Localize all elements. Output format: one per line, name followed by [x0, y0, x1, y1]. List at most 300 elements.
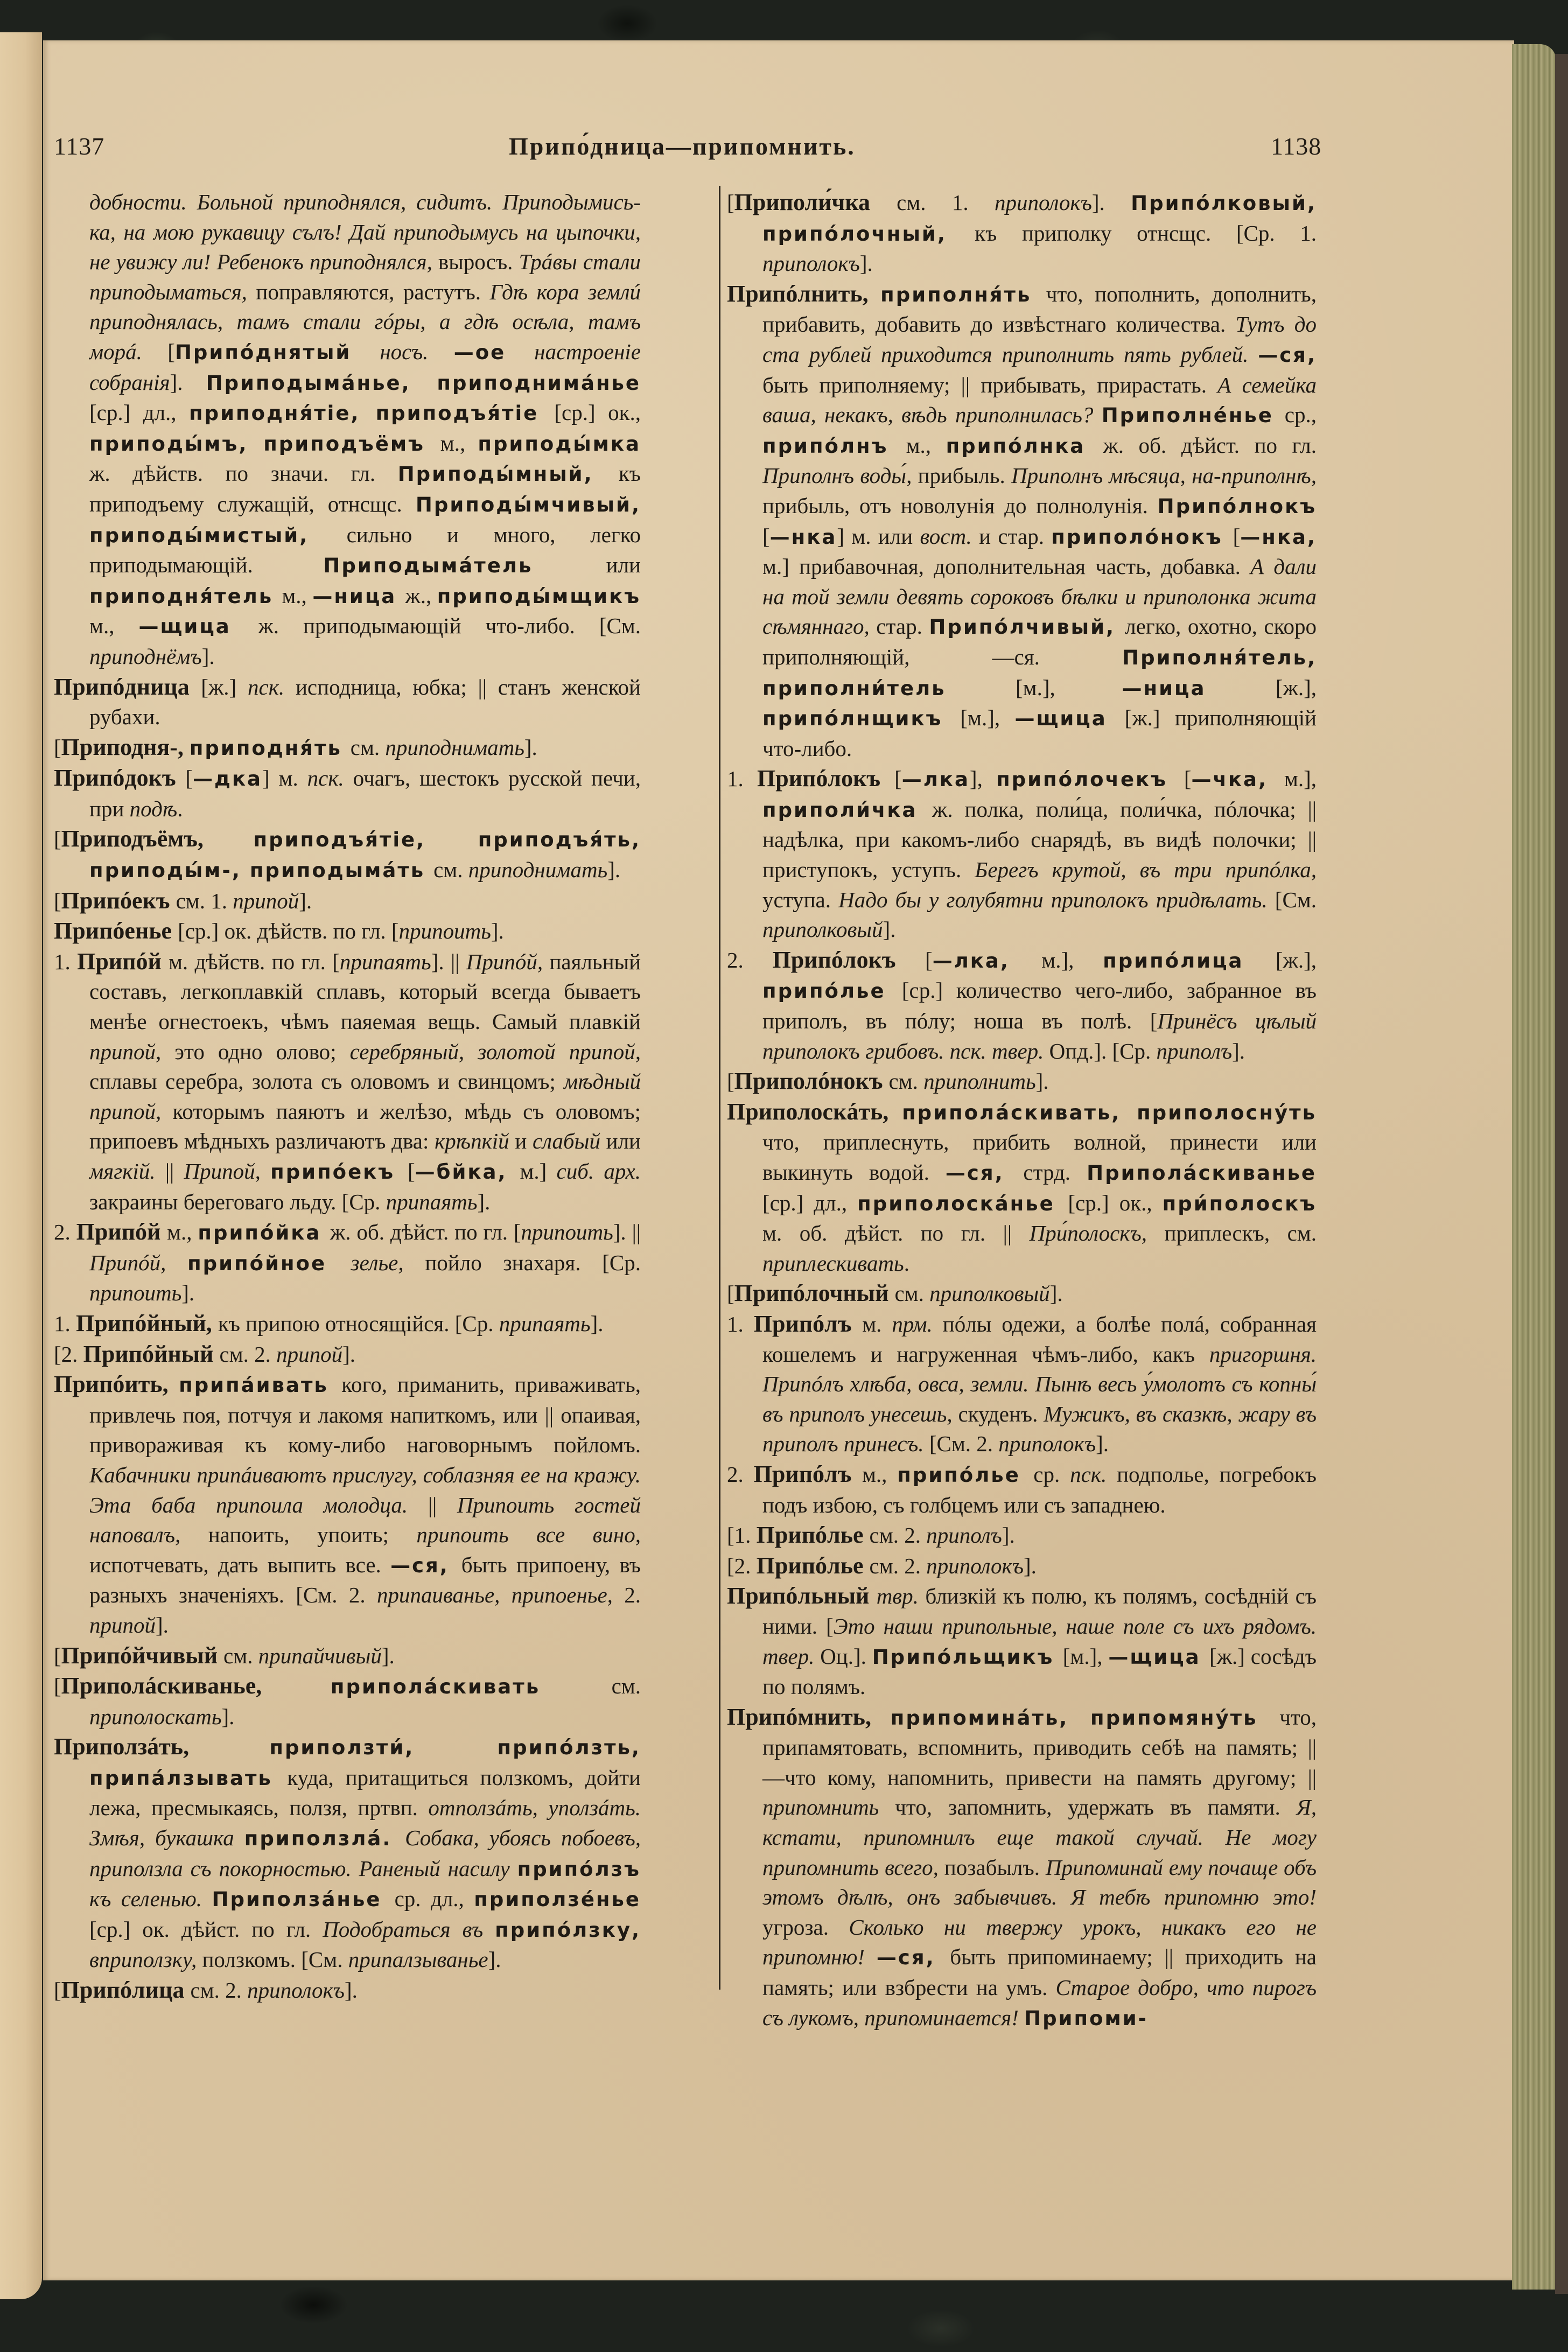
entry-text: выросъ. — [438, 249, 519, 275]
entry-derivative: приполóнокъ — [1051, 525, 1233, 549]
entry-derivative: —щица — [1108, 1645, 1210, 1669]
entry-example: твр. — [876, 1584, 926, 1609]
entry-text: подполье, погребокъ подъ избою, съ голбцемъ или съ западнею. — [762, 1461, 1317, 1517]
dictionary-entry — [54, 763, 641, 824]
entry-text: м., — [440, 430, 478, 456]
entry-example: Тутъ до ста рублей приходится приполнить пять рублей. — [762, 312, 1317, 367]
entry-text: [ — [894, 766, 902, 792]
entry-derivative: Припóднятый — [174, 340, 380, 364]
entry-example: мѣдный припой, — [89, 1069, 641, 1124]
entry-text: ] м. — [262, 766, 307, 791]
entry-headword: Припóйный, — [76, 1310, 218, 1336]
entry-example: Мужикъ, въ сказкѣ, жару въ приполъ принесъ. — [762, 1401, 1317, 1457]
entry-example: сиб. арх. — [556, 1159, 641, 1184]
entry-example: Я, кстати, припомнилъ еще такой случай. Не могу припомнить всего, — [762, 1795, 1317, 1880]
entry-derivative: припóлзъ — [517, 1857, 641, 1881]
entry-derivative: припóекъ — [270, 1160, 408, 1184]
entry-text: [ср.] ок., — [554, 400, 641, 425]
dictionary-entry — [54, 1339, 641, 1370]
dictionary-entry — [727, 1097, 1317, 1279]
entry-example: Собака, убоясь побоевъ, приползла съ покорностью. Раненый насилу — [89, 1825, 641, 1881]
entry-text: Оц.]. — [820, 1643, 872, 1669]
dictionary-entry — [727, 1066, 1317, 1097]
entry-derivative: припóлье — [897, 1463, 1034, 1487]
entry-headword: Припóлъ — [753, 1460, 862, 1487]
entry-headword: Припóмнить, — [727, 1703, 891, 1730]
entry-example: приподнимать — [468, 857, 608, 883]
entry-text: [ — [1184, 766, 1192, 792]
entry-example: къ селенью. — [89, 1886, 212, 1912]
entry-text: которымъ паяютъ и желѣзо, мѣдь съ оловомъ; припоевъ мѣдныхъ различаютъ два: — [89, 1098, 641, 1154]
entry-text: [ — [407, 1159, 415, 1184]
running-head — [0, 132, 1568, 164]
entry-text: [ — [54, 1978, 61, 2003]
entry-text: ]. — [488, 1947, 501, 1972]
entry-text: ср., — [1284, 402, 1317, 428]
previous-page-edge — [0, 32, 42, 2299]
entry-example: приполъ — [1156, 1038, 1233, 1063]
entry-text: см. 2. — [190, 1978, 248, 2003]
entry-derivative: при́полоскъ — [1162, 1192, 1317, 1215]
entry-example: приполокъ — [995, 190, 1092, 215]
entry-text: [м.], — [1062, 1643, 1109, 1669]
entry-text: очагъ, шестокъ русской печи, при — [89, 766, 641, 821]
entry-example: Припоминай ему почаще объ этомъ дѣлѣ, онъ забывчивъ. Я тебѣ припомню это! — [762, 1854, 1317, 1910]
entry-example: вприползку, — [89, 1947, 202, 1972]
entry-text: ]. — [1049, 1281, 1063, 1306]
entry-text: 2. — [727, 947, 773, 972]
entry-example: приполокъ — [247, 1978, 345, 2003]
entry-example: пск. — [248, 674, 296, 699]
entry-derivative: приполня́ть — [880, 283, 1046, 306]
entry-text: [ — [727, 190, 734, 215]
entry-text: [ — [727, 1281, 734, 1306]
entry-derivative: припóлзку, — [495, 1918, 641, 1942]
entry-text: [ — [54, 888, 61, 913]
entry-example: подѣ — [129, 796, 178, 821]
entry-headword: Припóлье — [756, 1522, 870, 1549]
entry-derivative: приполоскáнье — [857, 1192, 1068, 1215]
entry-text: ]. — [883, 917, 896, 942]
entry-text: см. — [894, 1281, 930, 1306]
entry-derivative: Приполня́тель, приполни́тель — [762, 646, 1317, 700]
entry-text: что, запомнить, удержать въ памяти. — [895, 1795, 1297, 1820]
entry-text: Опд.]. [Ср. — [1049, 1038, 1157, 1063]
entry-text: м. об. дѣйст. по гл. || — [762, 1221, 1030, 1246]
entry-text: легко, охотно, скоро приполняющій, —ся. — [762, 614, 1317, 669]
entry-example: Берегъ крутой, въ три припóлка, — [975, 857, 1317, 883]
entry-text: см. — [433, 857, 468, 883]
entry-example: А семейка ваша, некакъ, вѣдь приполнилась? — [762, 372, 1317, 428]
entry-example: приполокъ — [762, 251, 860, 276]
dictionary-entry — [727, 1702, 1317, 2034]
entry-text: быть припоену, въ разныхъ значеніяхъ. [См. 2. — [89, 1552, 641, 1608]
entry-example: пск. — [1070, 1461, 1117, 1487]
entry-derivative: приполáскивать — [330, 1675, 612, 1699]
dictionary-entry — [727, 187, 1317, 279]
dictionary-entry — [727, 764, 1317, 945]
dictionary-entry — [54, 1308, 641, 1339]
entry-text: [ — [54, 734, 61, 760]
entry-derivative: —ся, — [390, 1553, 461, 1577]
entry-example: приполнить — [923, 1069, 1036, 1094]
entry-example: припоить — [398, 919, 491, 944]
page-number-right: 1138 — [1271, 132, 1322, 160]
entry-text: см. 2. — [869, 1523, 927, 1548]
entry-derivative: Припоми- — [1024, 2006, 1148, 2030]
entry-example: Припоить гостей наповалъ, — [89, 1492, 641, 1548]
entry-example: приполокъ — [998, 1431, 1096, 1457]
dictionary-entry — [54, 1217, 641, 1308]
entry-text: ] м. или — [837, 523, 920, 549]
entry-text: 2. — [54, 1220, 76, 1245]
entry-text: [ — [762, 523, 770, 549]
entry-derivative: приползти́, припóлзть, припáлзывать — [89, 1736, 641, 1790]
entry-example: прм. — [892, 1311, 943, 1336]
entry-headword: Припóлье — [756, 1552, 870, 1579]
entry-text: ]. — [1091, 190, 1131, 215]
entry-text: ]. — [1035, 1069, 1049, 1094]
dictionary-entry — [54, 1671, 641, 1732]
entry-example: приполковый — [929, 1281, 1050, 1306]
entry-derivative: приподы́мка — [478, 432, 641, 456]
entry-headword: Припóлокъ — [772, 946, 926, 973]
entry-derivative: приползлá. — [244, 1827, 405, 1851]
entry-derivative: приподъя́тіе, приподъя́ть, приподы́м-, приподымáть — [89, 828, 641, 883]
entry-headword: Приползáть, — [54, 1733, 270, 1760]
entry-text: ]. — [1232, 1038, 1245, 1063]
entry-example: приполоскать — [89, 1704, 222, 1729]
entry-example: припаять — [499, 1311, 591, 1336]
entry-text: см. — [223, 1643, 258, 1668]
entry-example: припалзыванье — [348, 1947, 488, 1972]
entry-derivative: припóлица — [1103, 949, 1276, 972]
entry-text: скуденъ. — [958, 1401, 1044, 1426]
entry-headword: Приподъёмъ, — [61, 825, 254, 852]
entry-text: 1. — [727, 1311, 754, 1336]
entry-text: см. 1. — [897, 190, 995, 215]
entry-text: куда, притащиться ползкомъ, дойти лежа, пресмыкаясь, ползя, пртвп. — [89, 1765, 641, 1821]
entry-example: мягкій. — [89, 1159, 165, 1184]
entry-derivative: приполи́чка — [762, 798, 933, 822]
entry-headword: Припóлица — [61, 1977, 191, 2004]
entry-text: [ — [925, 947, 933, 972]
right-column — [727, 187, 1317, 2033]
entry-text: ж., — [405, 583, 437, 608]
entry-text: ]. — [1002, 1523, 1015, 1548]
dictionary-entry — [54, 1732, 641, 1975]
entry-text: стрд. — [1023, 1160, 1087, 1185]
entry-example: Припóй, — [466, 949, 550, 974]
entry-derivative: —ое — [453, 340, 535, 364]
entry-example: вост. — [920, 523, 979, 549]
entry-derivative: —ся, — [1258, 343, 1317, 367]
entry-text: ]. — [342, 1341, 356, 1367]
dictionary-entry — [727, 1520, 1317, 1551]
entry-derivative: —ница — [312, 584, 405, 608]
entry-text: и стар. — [979, 523, 1052, 549]
entry-text: что, припамятовать, вспомнить, приводить себѣ на память; || —что кому, напомнить, привести на память другому; || — [762, 1704, 1317, 1790]
entry-derivative: —нка, — [1240, 525, 1317, 549]
entry-example: крѣпкій — [435, 1129, 515, 1154]
entry-text: [ср.] дл., — [762, 1190, 858, 1215]
entry-derivative: приползéнье — [474, 1888, 641, 1912]
entry-text: уступа. — [762, 887, 839, 912]
entry-text: м.] — [520, 1159, 557, 1184]
entry-derivative: приполáскивать, приполосну́ть — [902, 1101, 1317, 1124]
entry-text: напоить, упоить; — [208, 1522, 417, 1548]
entry-text: что, приплеснуть, прибить волной, принести или выкинуть водой. — [762, 1130, 1317, 1185]
entry-text: [См. — [1275, 887, 1317, 912]
dictionary-entry — [727, 1551, 1317, 1581]
entry-text: [ж.] сосѣдъ по полямъ. — [762, 1643, 1317, 1699]
entry-example: Трáвы стали приподыматься, — [89, 249, 641, 304]
entry-text: близкій къ полю, къ полямъ, сосѣдній съ ними. [ — [762, 1584, 1317, 1639]
entry-headword: Припóльный — [727, 1583, 877, 1609]
entry-derivative: приподы́мъ, приподъёмъ — [89, 432, 440, 456]
entry-text: прибыль. — [918, 463, 1012, 488]
entry-text: паяльный составъ, легкоплавкій сплавъ, который всегда бываетъ менѣе огнестоекъ, чѣмъ паяемая вещь. Самый плавкій — [89, 949, 641, 1034]
entry-derivative: —щица — [138, 615, 258, 639]
entry-text: ]. — [201, 643, 215, 669]
entry-text: м., — [89, 613, 139, 639]
entry-derivative: Приподымáнье, приподнимáнье — [206, 371, 641, 395]
entry-example: припоить — [521, 1220, 613, 1245]
entry-example: приполковый — [762, 917, 883, 942]
entry-derivative: Припóлнокъ — [1157, 494, 1317, 518]
dictionary-entry — [54, 672, 641, 732]
entry-headword: Припóлокъ — [757, 765, 895, 792]
entry-text: [ — [54, 1643, 61, 1668]
entry-text: угроза. — [762, 1914, 849, 1940]
entry-headword: Припóенье — [54, 918, 178, 944]
entry-derivative: приподня́тіе, приподъя́тіе — [189, 402, 555, 425]
entry-derivative: припáивать — [179, 1374, 342, 1397]
entry-text: прибыль, отъ новолунія до полнолунія. — [762, 493, 1158, 518]
entry-text: см. — [350, 734, 386, 760]
entry-derivative: —чка, — [1191, 768, 1284, 792]
entry-text: [м.], — [1016, 675, 1122, 700]
entry-example: При́полоскъ, — [1029, 1221, 1165, 1246]
entry-text: ]. — [156, 1612, 169, 1637]
entry-text: ср. дл., — [394, 1886, 474, 1912]
entry-headword: Припóйный — [83, 1340, 220, 1367]
column-divider — [719, 186, 720, 1990]
entry-derivative: —дка — [192, 767, 262, 791]
entry-derivative: Приподымáтель — [323, 554, 606, 578]
entry-text: . — [904, 1250, 909, 1276]
entry-text: ж. об. дѣйст. по гл. — [1103, 432, 1317, 458]
entry-text: || — [428, 1492, 457, 1517]
entry-example: Припóй, — [89, 1250, 188, 1275]
entry-text: ]. — [1024, 1553, 1037, 1578]
entry-text: [2. — [727, 1553, 757, 1578]
entry-text: [ж.] — [201, 674, 248, 699]
entry-example: пригоршня. Припóлъ хлѣба, овса, земли. Пынѣ весь у́молотъ съ копны́ въ приполъ унесешь, — [762, 1341, 1317, 1426]
entry-example: слабый — [532, 1129, 606, 1154]
entry-example: припоить все вино, — [416, 1522, 641, 1548]
entry-text: быть приполняему; || прибывать, прирастать. — [762, 372, 1218, 397]
entry-example: припой — [89, 1612, 156, 1637]
entry-text: что, пополнить, дополнить, прибавить, добавить до извѣстнаго количества. — [762, 281, 1317, 337]
entry-text: или — [606, 1129, 641, 1154]
entry-derivative: припóлочекъ — [996, 768, 1184, 792]
entry-text: м.], — [1284, 766, 1317, 792]
entry-text: см. 2. — [869, 1553, 927, 1578]
entry-example: зелье, — [351, 1250, 425, 1275]
entry-text: сильно и много, легко приподымающій. — [89, 522, 641, 578]
entry-derivative: припóлнъ — [762, 434, 906, 458]
page-stack-edge — [1512, 44, 1556, 2290]
entry-derivative: Приполáскиванье — [1087, 1161, 1317, 1185]
entry-text: пóлы одежи, а болѣе полá, собранная кошелемъ и нагруженная чѣмъ-либо, какъ — [762, 1311, 1317, 1367]
entry-text: [ — [727, 1069, 734, 1094]
entry-text: ж. об. дѣйст. по гл. [ — [330, 1220, 521, 1245]
entry-text: ]. — [477, 1189, 491, 1214]
entry-text: [ — [185, 766, 193, 791]
entry-text: [м.], — [960, 705, 1015, 731]
entry-derivative: —щица — [1014, 707, 1125, 731]
dictionary-entry — [54, 1975, 641, 2006]
entry-text: [ср.] ок. дѣйст. по гл. — [89, 1916, 323, 1942]
entry-headword: Припóлочный — [734, 1280, 895, 1307]
entry-text: ]. — [299, 888, 312, 913]
entry-headword: Приподня-, — [61, 733, 190, 760]
entry-text: ж. дѣйств. по значи. гл. — [89, 461, 398, 486]
entry-derivative: приподня́ть — [189, 736, 351, 760]
entry-text: ]. — [491, 919, 504, 944]
entry-text: 1. — [54, 949, 78, 974]
left-column — [54, 187, 641, 2006]
entry-text: [ср.] дл., — [89, 400, 190, 425]
entry-text: см. — [888, 1069, 924, 1094]
entry-text: см. 1. — [176, 888, 233, 913]
entry-text: [ — [1233, 523, 1241, 549]
entry-example: приполъ — [926, 1523, 1002, 1548]
entry-example: Кабачники припáиваютъ прислугу, соблазняя ее на кражу. Эта баба припоила молодца. — [89, 1462, 641, 1517]
dictionary-entry — [727, 1278, 1317, 1309]
entry-text: ]. — [607, 857, 621, 883]
entry-text: м.] прибавочная, дополнительная часть, добавка. — [762, 554, 1251, 579]
entry-text: это одно олово; — [174, 1039, 350, 1064]
entry-text: см. 2. — [219, 1341, 277, 1367]
entry-text: ]. — [344, 1978, 358, 2003]
entry-derivative: приподня́тель — [89, 584, 282, 608]
dictionary-entry — [54, 886, 641, 916]
entry-text: [ — [167, 339, 175, 364]
entry-text: закраины береговаго льду. [Ср. — [89, 1189, 386, 1214]
entry-text: м.], — [1041, 947, 1103, 972]
entry-text: ]. — [221, 1704, 235, 1729]
entry-derivative: —бйка, — [415, 1160, 520, 1184]
entry-text: ползкомъ. [См. — [202, 1947, 348, 1972]
dictionary-entry — [727, 279, 1317, 764]
entry-example: Подобраться въ — [323, 1916, 495, 1942]
entry-example: припаиванье, припоенье, — [376, 1583, 625, 1608]
entry-derivative: Припóлковый, припóлочный, — [762, 192, 1317, 246]
book-cover-edge — [1555, 54, 1568, 2294]
entry-text: къ приполку отнсщс. [Ср. 1. — [975, 220, 1317, 246]
entry-text: къ припою относящійся. [Ср. — [218, 1311, 499, 1336]
entry-derivative: —ся, — [945, 1161, 1024, 1185]
entry-derivative: припóлье — [762, 979, 902, 1003]
entry-example: припой, — [89, 1039, 175, 1064]
entry-derivative: припóлнщикъ — [762, 707, 961, 731]
entry-text: ]. — [381, 1643, 395, 1668]
entry-derivative: —нка — [769, 525, 837, 549]
dictionary-entry — [54, 1369, 641, 1640]
entry-headword: Припóлъ — [753, 1310, 863, 1337]
entry-derivative: —ница — [1122, 676, 1276, 700]
entry-example: Надо бы у голубятни приполокъ придѣлать. — [838, 887, 1275, 912]
entry-headword: Приполоскáть, — [727, 1098, 902, 1125]
entry-text: ]. || — [431, 949, 466, 974]
entry-example: пск. — [307, 766, 353, 791]
entry-derivative: Приползáнье — [212, 1888, 395, 1912]
entry-text: ср. — [1033, 1461, 1070, 1487]
entry-text: приплескъ, см. — [1164, 1221, 1317, 1246]
entry-text: [2. — [54, 1341, 83, 1367]
entry-derivative: —лка — [901, 768, 970, 792]
entry-text: [ж.], — [1275, 675, 1317, 700]
entry-text: [ж.], — [1275, 947, 1317, 972]
page-number-left: 1137 — [54, 132, 105, 160]
entry-derivative: Приполнéнье — [1101, 404, 1285, 428]
entry-example: припаять — [386, 1189, 478, 1214]
entry-example: Сколько ни твержу урокъ, никакъ его не припомню! — [762, 1914, 1317, 1970]
entry-example: приплескивать — [762, 1250, 904, 1276]
entry-example: Гдѣ кора землú приподнялась, тамъ стали гóры, а гдѣ осѣла, тамъ морá. — [89, 279, 641, 364]
entry-text: ]. — [181, 1280, 195, 1306]
entry-example: припаять — [339, 949, 431, 974]
entry-text: къ приподъему служащій, отнсщс. — [89, 461, 641, 516]
entry-headword: Припóдокъ — [54, 765, 186, 792]
dictionary-entry — [727, 1459, 1317, 1520]
entry-text: [ — [54, 827, 61, 852]
dictionary-entry — [54, 947, 641, 1217]
dictionary-entry — [54, 732, 641, 764]
entry-text: поправляются, растутъ. — [256, 279, 490, 304]
entry-example: А дали на той земли девять сороковъ бѣлки и приполонка жита сѣмяннаго, — [762, 554, 1317, 639]
entry-derivative: Приподы́мный, — [397, 463, 619, 486]
entry-example: приподнимать — [385, 734, 524, 760]
entry-headword: Припóй — [77, 948, 169, 975]
entry-text: [ж.] приполняющій что-либо. — [762, 705, 1317, 761]
entry-text: исподница, юбка; || станъ женской рубахи. — [89, 674, 641, 730]
entry-text: кого, приманить, приваживать, привлечь поя, потчуя и лакомя напиткомъ, или || опаивая, привораживая къ кому-либо наговорнымъ пойломъ. — [89, 1372, 641, 1458]
dictionary-entry — [54, 824, 641, 885]
dictionary-entry — [54, 1641, 641, 1671]
dictionary-entry — [54, 187, 641, 672]
entry-derivative: припóйное — [187, 1251, 351, 1275]
entry-derivative: приподы́мщикъ — [437, 584, 641, 608]
entry-headword: Припóить, — [54, 1371, 179, 1398]
entry-text: м., — [906, 432, 946, 458]
entry-example: Принёсъ цѣлый приполокъ грибовъ. пск. твер. — [762, 1009, 1317, 1063]
entry-example: Это наши припольные, наше поле съ ихъ рядомъ. твер. — [762, 1613, 1317, 1669]
entry-text: 2. — [727, 1461, 754, 1487]
entry-headword: Припóйчивый — [61, 1642, 224, 1669]
entry-text: испотчевать, дать выпить все. — [89, 1552, 391, 1577]
entry-text: ], — [969, 766, 997, 792]
entry-text: м., — [862, 1461, 898, 1487]
entry-example: отползáть, уползáть. Змѣя, букашка — [89, 1795, 641, 1851]
entry-derivative: —ся, — [876, 1946, 950, 1970]
entry-text: [1. — [727, 1523, 757, 1548]
entry-text: м. — [862, 1311, 892, 1336]
entry-text: [ср.] ок. дѣйств. по гл. [ — [178, 919, 399, 944]
entry-text: || — [165, 1159, 184, 1184]
